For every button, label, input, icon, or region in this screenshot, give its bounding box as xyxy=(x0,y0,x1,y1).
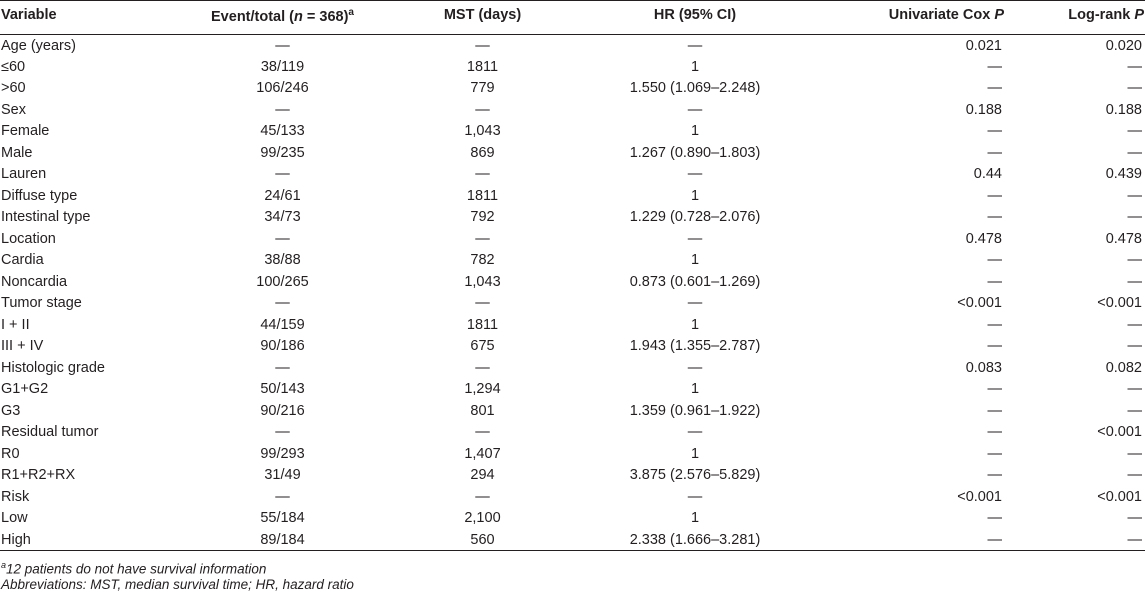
cell-log-rank-p: 0.082 xyxy=(1105,359,1142,376)
cell-univariate-cox-p: — xyxy=(987,273,1002,290)
header-event-total: Event/total (n = 368)$^a$ xyxy=(175,1,390,35)
cell-event-total: 55/184 xyxy=(260,510,305,527)
cell-hr: — xyxy=(687,101,703,118)
cell-univariate-cox-p: — xyxy=(987,445,1002,462)
cell-variable: Diffuse type xyxy=(1,187,78,204)
cell-variable: >60 xyxy=(1,80,26,97)
cell-mst: 1,294 xyxy=(464,381,501,398)
cell-event-total: 89/184 xyxy=(175,529,390,551)
cell-event-total: 44/159 xyxy=(260,316,305,333)
cell-log-rank-p: — xyxy=(1127,80,1142,97)
cell-hr: — xyxy=(687,37,703,54)
cell-mst: — xyxy=(475,295,490,312)
cell-hr: — xyxy=(687,359,703,376)
cell-log-rank-p: — xyxy=(1127,252,1142,269)
cell-hr: 1.359 (0.961–1.922) xyxy=(629,402,761,419)
table-row xyxy=(0,164,1145,186)
table-row xyxy=(0,293,1145,315)
cell-variable: Cardia xyxy=(1,252,44,269)
cell-log-rank-p: — xyxy=(1127,402,1142,419)
cell-variable: R1+R2+RX xyxy=(1,467,76,484)
cell-event-total: 100/265 xyxy=(256,273,309,290)
table-header-row xyxy=(0,1,1145,35)
cell-variable: G1+G2 xyxy=(1,381,49,398)
table-row xyxy=(0,465,1145,487)
cell-event-total: — xyxy=(275,424,290,441)
cell-univariate-cox-p: — xyxy=(987,338,1002,355)
cell-variable: Female xyxy=(1,123,50,140)
cell-log-rank-p: — xyxy=(1127,144,1142,161)
cell-variable: Histologic grade xyxy=(1,359,105,376)
cell-mst: — xyxy=(475,488,490,505)
table-row xyxy=(0,99,1145,121)
cell-log-rank-p: — xyxy=(1127,381,1142,398)
cell-univariate-cox-p: — xyxy=(987,402,1002,419)
cell-mst: 779 xyxy=(470,80,495,97)
cell-hr: 2.338 (1.666–3.281) xyxy=(575,529,815,551)
table-row xyxy=(0,142,1145,164)
cell-mst: 801 xyxy=(470,402,495,419)
table-row xyxy=(0,56,1145,78)
cell-log-rank-p: <0.001 xyxy=(1097,488,1142,505)
cell-variable: Age (years) xyxy=(1,37,76,54)
cell-univariate-cox-p: 0.44 xyxy=(973,166,1002,183)
cell-event-total: 106/246 xyxy=(256,80,309,97)
cell-log-rank-p: 0.439 xyxy=(1105,166,1142,183)
cell-variable: High xyxy=(0,529,175,551)
cell-mst: — xyxy=(475,101,490,118)
cell-log-rank-p: 0.020 xyxy=(1105,37,1142,54)
cell-mst: 294 xyxy=(470,467,495,484)
cell-event-total: — xyxy=(275,166,290,183)
cell-mst: — xyxy=(475,37,490,54)
cell-variable: III + IV xyxy=(1,338,44,355)
cell-univariate-cox-p: — xyxy=(987,381,1002,398)
cell-event-total: 99/235 xyxy=(260,144,305,161)
cell-event-total: — xyxy=(275,230,290,247)
table-row xyxy=(0,185,1145,207)
cell-log-rank-p: — xyxy=(1005,529,1145,551)
cell-event-total: 50/143 xyxy=(260,381,305,398)
cell-hr: 1 xyxy=(690,510,700,527)
cell-variable: G3 xyxy=(1,402,21,419)
cell-hr: 1 xyxy=(690,381,700,398)
cell-hr: — xyxy=(687,166,703,183)
table-row xyxy=(0,207,1145,229)
cell-mst: — xyxy=(475,359,490,376)
cell-variable: Location xyxy=(1,230,56,247)
cell-log-rank-p: <0.001 xyxy=(1097,295,1142,312)
cell-log-rank-p: — xyxy=(1127,467,1142,484)
cell-hr: — xyxy=(687,295,703,312)
cell-hr: 1.267 (0.890–1.803) xyxy=(629,144,761,161)
table-footnotes xyxy=(0,555,1145,595)
cell-mst: 782 xyxy=(470,252,495,269)
cell-hr: — xyxy=(687,230,703,247)
cell-hr: 3.875 (2.576–5.829) xyxy=(629,467,761,484)
cell-log-rank-p: — xyxy=(1127,510,1142,527)
cell-variable: Sex xyxy=(1,101,26,118)
table-row xyxy=(0,314,1145,336)
cell-hr: 1 xyxy=(690,58,700,75)
table-row xyxy=(0,486,1145,508)
cell-univariate-cox-p: — xyxy=(815,529,1005,551)
table-row xyxy=(0,443,1145,465)
header-hr: HR (95% CI) xyxy=(575,1,815,35)
cell-event-total: 99/293 xyxy=(260,445,305,462)
cell-event-total: 34/73 xyxy=(264,209,301,226)
cell-log-rank-p: — xyxy=(1127,273,1142,290)
cell-variable: Risk xyxy=(1,488,30,505)
cell-mst: 1811 xyxy=(466,316,499,333)
cell-univariate-cox-p: 0.188 xyxy=(965,101,1002,118)
cell-event-total: 31/49 xyxy=(264,467,301,484)
footnote-survival-info: $^a$12 patients do not have survival information xyxy=(1,560,267,577)
cell-hr: 1 xyxy=(690,316,700,333)
cell-log-rank-p: <0.001 xyxy=(1097,424,1142,441)
header-variable: Variable xyxy=(0,1,175,35)
cell-log-rank-p: 0.478 xyxy=(1105,230,1142,247)
cell-log-rank-p: — xyxy=(1127,338,1142,355)
cell-log-rank-p: — xyxy=(1127,445,1142,462)
cell-univariate-cox-p: — xyxy=(987,187,1002,204)
cell-variable: Lauren xyxy=(1,166,47,183)
cell-hr: — xyxy=(687,488,703,505)
table-row xyxy=(0,400,1145,422)
cell-mst: 1,407 xyxy=(464,445,501,462)
cell-mst: — xyxy=(475,424,490,441)
cell-mst: — xyxy=(475,166,490,183)
cell-univariate-cox-p: — xyxy=(987,510,1002,527)
cell-hr: 1 xyxy=(690,123,700,140)
cell-event-total: 38/119 xyxy=(260,58,305,75)
cell-variable: Noncardia xyxy=(1,273,68,290)
cell-univariate-cox-p: — xyxy=(987,209,1002,226)
table-row xyxy=(0,508,1145,530)
cell-univariate-cox-p: <0.001 xyxy=(957,295,1002,312)
cell-univariate-cox-p: 0.478 xyxy=(965,230,1002,247)
cell-hr: 1 xyxy=(690,252,700,269)
cell-mst: 1,043 xyxy=(464,273,501,290)
header-mst: MST (days) xyxy=(390,1,575,35)
cell-mst: 675 xyxy=(470,338,495,355)
cell-mst: 560 xyxy=(390,529,575,551)
cell-log-rank-p: — xyxy=(1127,58,1142,75)
cell-mst: — xyxy=(475,230,490,247)
cell-univariate-cox-p: — xyxy=(987,252,1002,269)
cell-log-rank-p: — xyxy=(1127,123,1142,140)
table-row xyxy=(0,228,1145,250)
cell-hr: 0.873 (0.601–1.269) xyxy=(629,273,761,290)
cell-hr: 1 xyxy=(690,445,700,462)
cell-variable: I + II xyxy=(1,316,30,333)
cell-univariate-cox-p: — xyxy=(987,424,1002,441)
cell-event-total: — xyxy=(275,359,290,376)
cell-event-total: — xyxy=(275,488,290,505)
cell-hr: 1 xyxy=(690,187,700,204)
cell-event-total: 38/88 xyxy=(264,252,301,269)
cell-univariate-cox-p: — xyxy=(987,123,1002,140)
cell-event-total: 90/216 xyxy=(260,402,305,419)
cell-event-total: 24/61 xyxy=(264,187,301,204)
cell-log-rank-p: — xyxy=(1127,187,1142,204)
table-body xyxy=(0,35,1145,551)
cell-event-total: — xyxy=(275,295,290,312)
table-row xyxy=(0,336,1145,358)
cell-log-rank-p: — xyxy=(1127,209,1142,226)
cell-univariate-cox-p: — xyxy=(987,58,1002,75)
header-univariate-cox-p: Univariate Cox P xyxy=(815,1,1005,35)
table-row xyxy=(0,529,1145,551)
cell-event-total: — xyxy=(275,101,290,118)
cell-hr: 1.229 (0.728–2.076) xyxy=(629,209,761,226)
cell-mst: 1,043 xyxy=(464,123,501,140)
cell-hr: 1.550 (1.069–2.248) xyxy=(629,80,761,97)
cell-event-total: 45/133 xyxy=(260,123,305,140)
table-row xyxy=(0,271,1145,293)
cell-hr: — xyxy=(687,424,703,441)
header-log-rank-p: Log-rank P xyxy=(1005,1,1145,35)
cell-mst: 792 xyxy=(470,209,495,226)
table-row xyxy=(0,422,1145,444)
cell-mst: 2,100 xyxy=(464,510,501,527)
cell-variable: Male xyxy=(1,144,33,161)
cell-event-total: 90/186 xyxy=(260,338,305,355)
cell-univariate-cox-p: — xyxy=(987,80,1002,97)
cell-mst: 869 xyxy=(470,144,495,161)
cell-univariate-cox-p: — xyxy=(987,144,1002,161)
cell-univariate-cox-p: 0.021 xyxy=(965,37,1002,54)
cell-log-rank-p: 0.188 xyxy=(1105,101,1142,118)
cell-hr: 1.943 (1.355–2.787) xyxy=(629,338,761,355)
cell-mst: 1811 xyxy=(466,58,499,75)
table-row xyxy=(0,357,1145,379)
table-row xyxy=(0,379,1145,401)
cell-event-total: — xyxy=(275,37,290,54)
table-row xyxy=(0,78,1145,100)
cell-variable: Intestinal type xyxy=(1,209,91,226)
cell-univariate-cox-p: <0.001 xyxy=(957,488,1002,505)
cell-variable: Tumor stage xyxy=(1,295,82,312)
table-row xyxy=(0,121,1145,143)
cell-univariate-cox-p: — xyxy=(987,316,1002,333)
footnote-abbreviations: Abbreviations: MST, median survival time; HR, hazard ratio xyxy=(1,577,354,592)
cell-variable: ≤60 xyxy=(1,58,26,75)
cell-log-rank-p: — xyxy=(1127,316,1142,333)
cell-variable: Low xyxy=(1,510,28,527)
cell-mst: 1811 xyxy=(466,187,499,204)
cell-univariate-cox-p: — xyxy=(987,467,1002,484)
table-row xyxy=(0,35,1145,57)
cell-variable: R0 xyxy=(1,445,20,462)
table-row xyxy=(0,250,1145,272)
cell-variable: Residual tumor xyxy=(1,424,99,441)
cell-univariate-cox-p: 0.083 xyxy=(965,359,1002,376)
